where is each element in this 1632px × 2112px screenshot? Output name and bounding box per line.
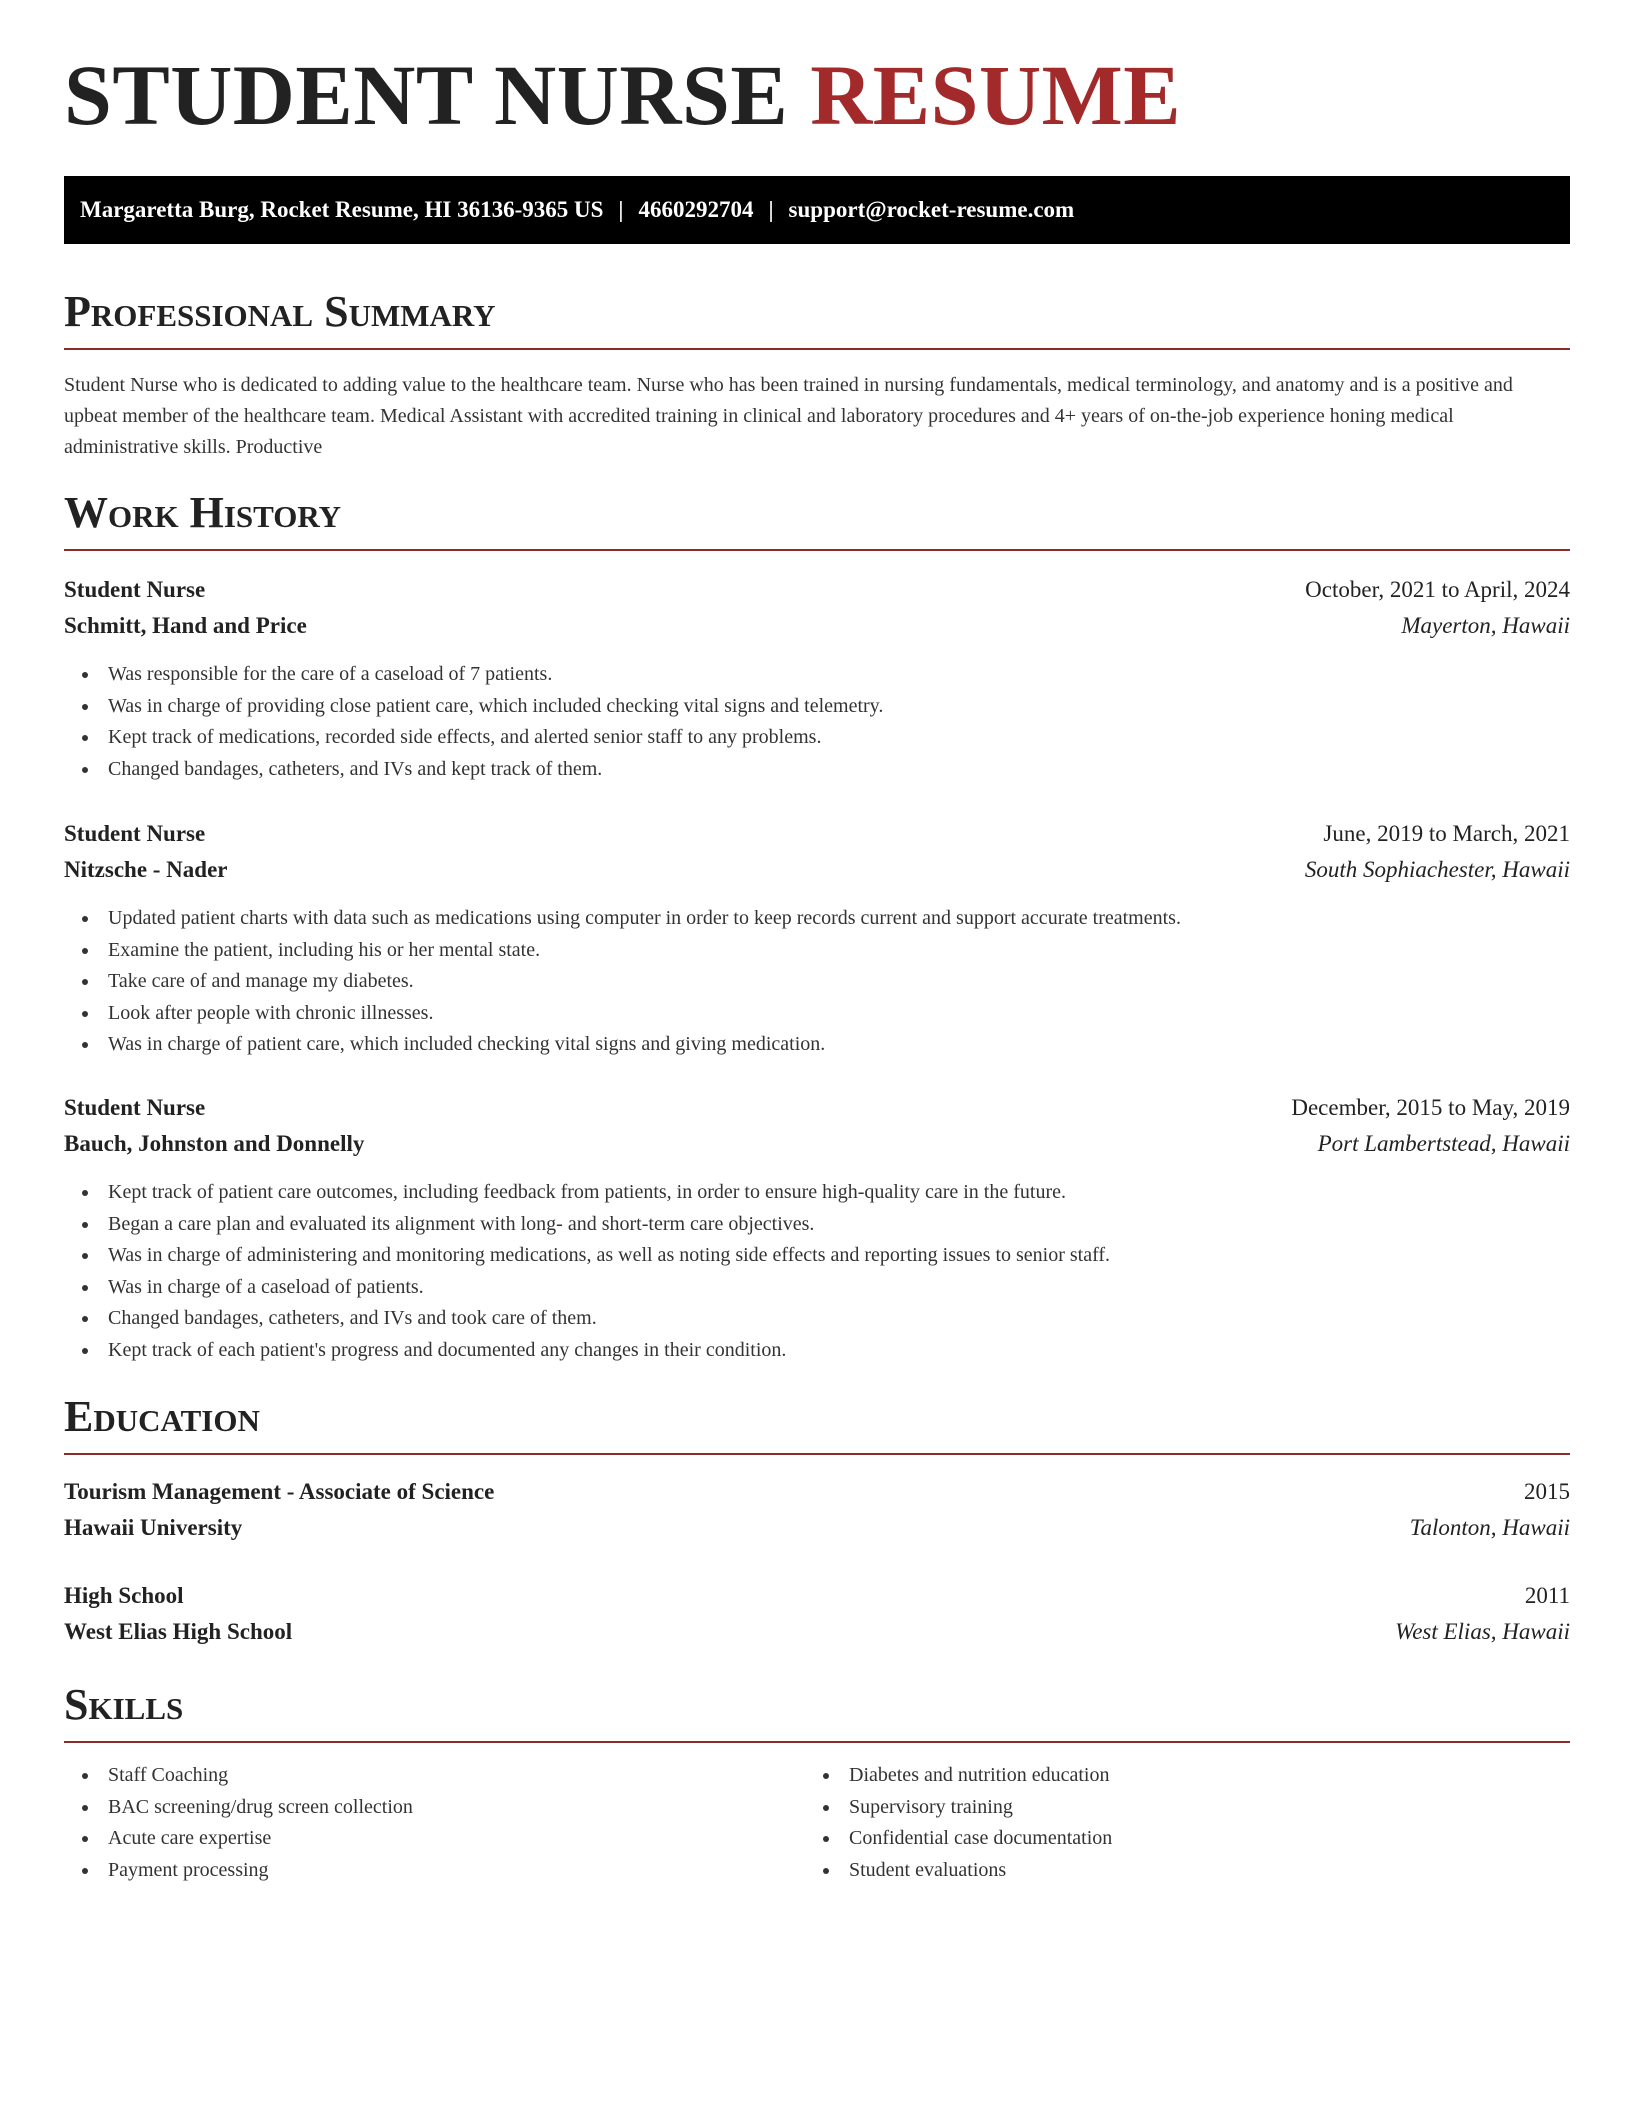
list-item: Examine the patient, including his or her mental state.: [64, 935, 1181, 967]
education-degree: High School: [64, 1583, 184, 1608]
job-header-row: [64, 576, 1570, 604]
skills-list-right: [805, 1760, 1112, 1886]
list-item: Was in charge of a caseload of patients.: [64, 1272, 1110, 1304]
skill-item: Supervisory training: [805, 1792, 1112, 1824]
job-dates: October, 2021 to April, 2024: [1305, 577, 1570, 602]
job-dates: June, 2019 to March, 2021: [1323, 821, 1570, 846]
job-company: Nitzsche - Nader: [64, 857, 228, 882]
education-header-row: [64, 1582, 1570, 1610]
education-location: West Elias, Hawaii: [1395, 1619, 1570, 1644]
job-company: Schmitt, Hand and Price: [64, 613, 307, 638]
title-main: STUDENT NURSE: [64, 47, 789, 143]
skill-item: Acute care expertise: [64, 1823, 413, 1855]
list-item: Kept track of patient care outcomes, including feedback from patients, in order to ensure high-quality care in the future.: [64, 1177, 1110, 1209]
education-school-row: [64, 1618, 1570, 1646]
education-school: Hawaii University: [64, 1515, 243, 1540]
job-company-row: [64, 612, 1570, 640]
job-title: Student Nurse: [64, 577, 206, 602]
section-heading-education: Education: [64, 1395, 1570, 1455]
job-header-row: [64, 1094, 1570, 1122]
job-title: Student Nurse: [64, 821, 206, 846]
contact-separator: |: [618, 197, 624, 222]
list-item: Was responsible for the care of a caseload of 7 patients.: [64, 659, 883, 691]
resume-title: [64, 47, 1182, 143]
list-item: Was in charge of administering and monitoring medications, as well as noting side effects and reporting issues to senior staff.: [64, 1240, 1110, 1272]
list-item: Changed bandages, catheters, and IVs and took care of them.: [64, 1303, 1110, 1335]
list-item: Take care of and manage my diabetes.: [64, 966, 1181, 998]
list-item: Changed bandages, catheters, and IVs and kept track of them.: [64, 754, 883, 786]
job-location: Mayerton, Hawaii: [1401, 613, 1570, 638]
job-header-row: [64, 820, 1570, 848]
job-company: Bauch, Johnston and Donnelly: [64, 1131, 365, 1156]
contact-separator: |: [768, 197, 774, 222]
skill-item: Staff Coaching: [64, 1760, 413, 1792]
skill-item: Diabetes and nutrition education: [805, 1760, 1112, 1792]
job-location: Port Lambertstead, Hawaii: [1317, 1131, 1570, 1156]
list-item: Updated patient charts with data such as medications using computer in order to keep records current and support accurate treatments.: [64, 903, 1181, 935]
list-item: Was in charge of providing close patient care, which included checking vital signs and telemetry.: [64, 691, 883, 723]
job-location: South Sophiachester, Hawaii: [1304, 857, 1570, 882]
skill-item: Student evaluations: [805, 1855, 1112, 1887]
list-item: Kept track of each patient's progress and documented any changes in their condition.: [64, 1335, 1110, 1367]
list-item: Kept track of medications, recorded side effects, and alerted senior staff to any problems.: [64, 722, 883, 754]
skill-item: Confidential case documentation: [805, 1823, 1112, 1855]
job-dates: December, 2015 to May, 2019: [1291, 1095, 1570, 1120]
job-title: Student Nurse: [64, 1095, 206, 1120]
job-duties-list: [64, 1177, 1110, 1366]
job-company-row: [64, 1130, 1570, 1158]
skill-item: Payment processing: [64, 1855, 413, 1887]
education-school: West Elias High School: [64, 1619, 293, 1644]
title-accent: RESUME: [810, 47, 1182, 143]
job-company-row: [64, 856, 1570, 884]
skills-list-left: [64, 1760, 413, 1886]
education-school-row: [64, 1514, 1570, 1542]
contact-bar: [64, 176, 1570, 244]
job-duties-list: [64, 903, 1181, 1061]
skill-item: BAC screening/drug screen collection: [64, 1792, 413, 1824]
contact-phone: 4660292704: [638, 197, 754, 222]
list-item: Look after people with chronic illnesses.: [64, 998, 1181, 1030]
education-location: Talonton, Hawaii: [1409, 1515, 1570, 1540]
education-header-row: [64, 1478, 1570, 1506]
education-year: 2015: [1524, 1479, 1570, 1504]
section-heading-skills: Skills: [64, 1683, 1570, 1743]
contact-email: support@rocket-resume.com: [788, 197, 1075, 222]
list-item: Was in charge of patient care, which included checking vital signs and giving medication.: [64, 1029, 1181, 1061]
list-item: Began a care plan and evaluated its alignment with long- and short-term care objectives.: [64, 1209, 1110, 1241]
section-heading-work-history: Work History: [64, 491, 1570, 551]
job-duties-list: [64, 659, 883, 785]
summary-text: Student Nurse who is dedicated to adding value to the healthcare team. Nurse who has been trained in nursing fundamentals, medical terminology, and anatomy and is a positive and upbeat member of the healthcare team. Medical Assistant with accredited training in clinical and laboratory procedures and 4+ years of on-the-job experience honing medical administrative skills. Productive: [64, 374, 1513, 458]
education-year: 2011: [1524, 1583, 1570, 1608]
education-degree: Tourism Management - Associate of Science: [64, 1479, 495, 1504]
contact-address: Margaretta Burg, Rocket Resume, HI 36136-9365 US: [80, 197, 604, 222]
section-heading-summary: Professional Summary: [64, 290, 1570, 350]
